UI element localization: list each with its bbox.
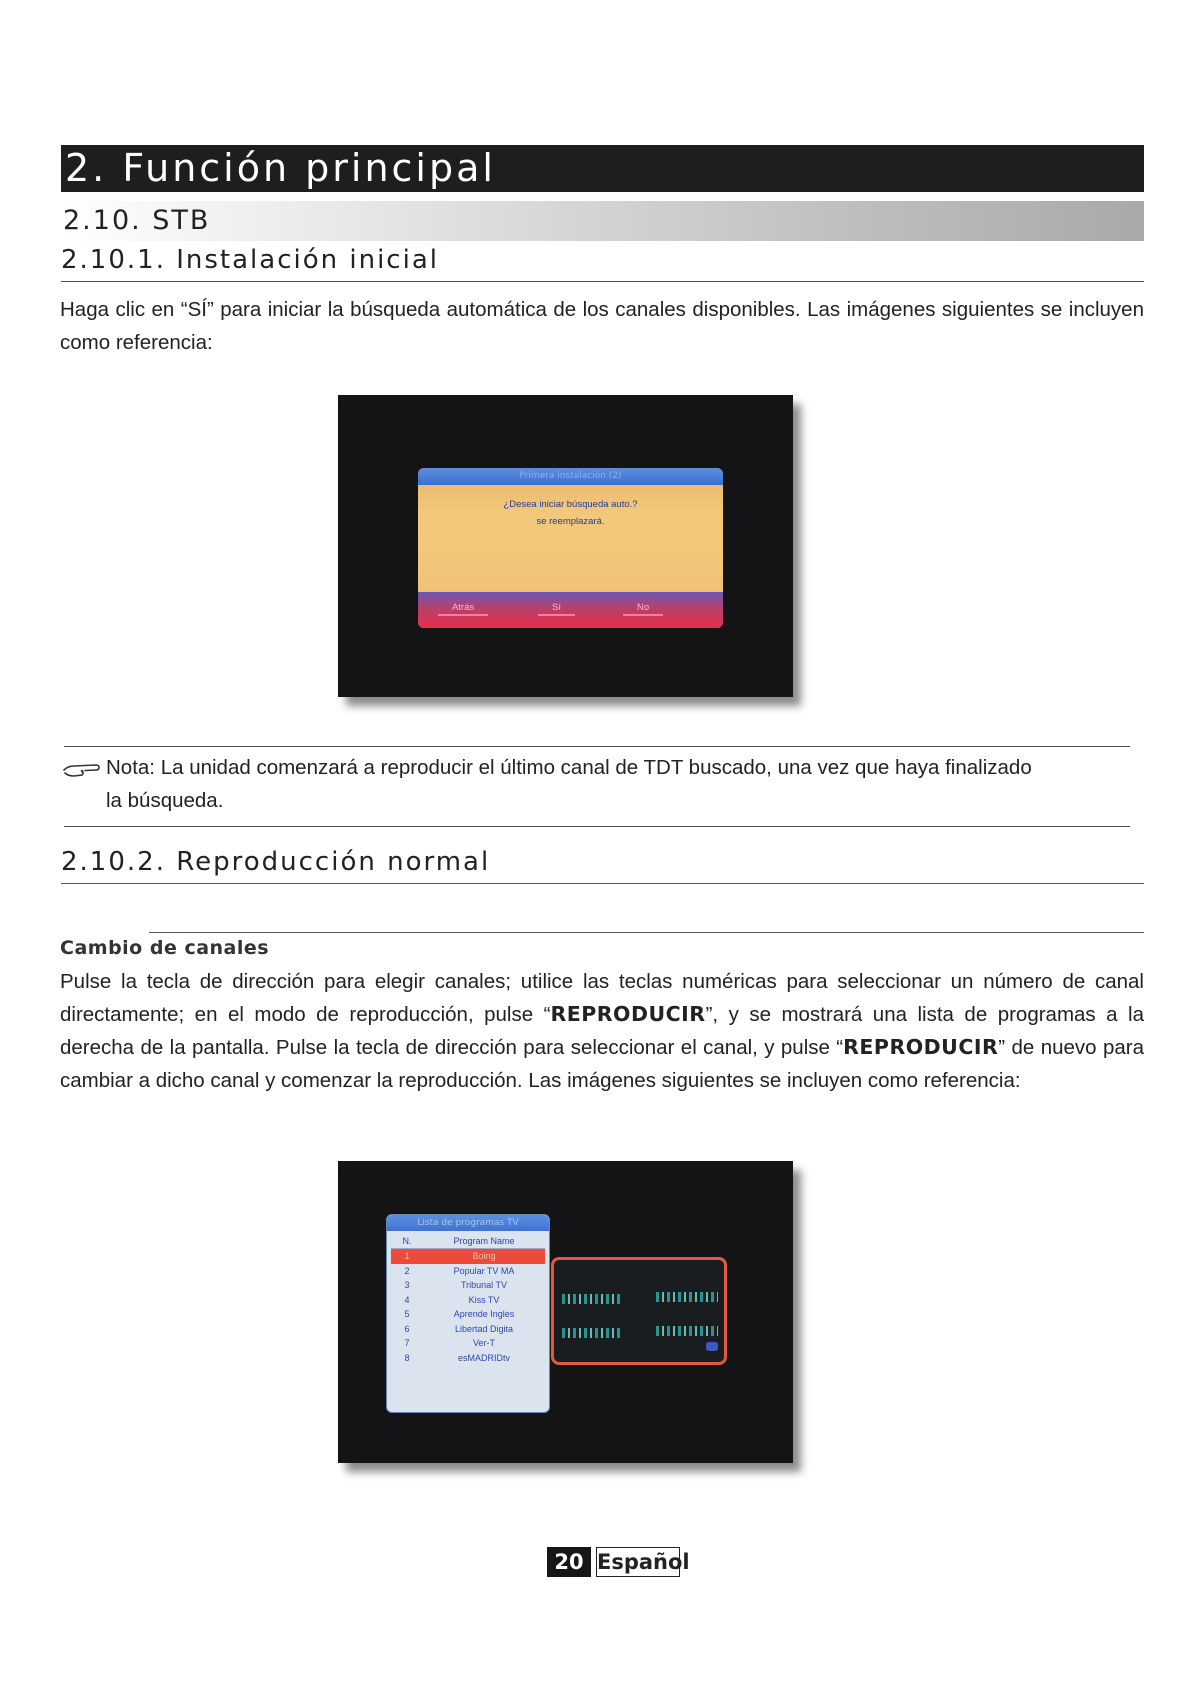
back-button[interactable]: Atrás: [438, 602, 488, 616]
preview-noise: [656, 1326, 718, 1336]
note-bottom-rule: [64, 826, 1130, 827]
subheading-rule: [149, 932, 1144, 933]
program-row[interactable]: [391, 1293, 545, 1308]
note-line-2: la búsqueda.: [106, 789, 224, 812]
page-number: 20: [547, 1547, 591, 1577]
dialog-button-bar: [418, 592, 723, 628]
subsection-title: 2.10. STB: [61, 201, 1144, 241]
program-number: 1: [404, 1251, 410, 1261]
key-reproducir-2: REPRODUCIR: [843, 1035, 999, 1059]
program-name: esMADRIDtv: [457, 1352, 510, 1363]
program-row[interactable]: [391, 1322, 545, 1337]
program-list-title: Lista de programas TV: [387, 1215, 549, 1231]
program-number: 4: [404, 1294, 410, 1305]
note-line-1: Nota: La unidad comenzará a reproducir el último canal de TDT buscado, una vez que haya finalizado: [106, 756, 1032, 779]
preview-noise: [656, 1292, 718, 1302]
screenshot-program-list: [338, 1161, 793, 1463]
install-paragraph: Haga clic en “SÍ” para iniciar la búsqueda automática de los canales disponibles. Las imágenes siguientes se incluyen como referencia:: [60, 298, 1144, 354]
program-number: 3: [404, 1280, 410, 1290]
program-number: 8: [404, 1352, 410, 1363]
dialog-title: Primera instalación (2): [418, 468, 723, 485]
install-dialog: [418, 468, 723, 628]
section-title: 2. Función principal: [61, 145, 1144, 192]
program-name: Ver-T: [472, 1338, 495, 1348]
info-badge-icon: [706, 1342, 718, 1351]
program-name: Popular TV MA: [453, 1265, 515, 1276]
column-program-name: Program Name: [453, 1236, 515, 1246]
note-top-rule: [64, 746, 1130, 747]
yes-button[interactable]: Sí: [538, 602, 575, 616]
key-reproducir-1: REPRODUCIR: [550, 1002, 706, 1026]
program-row[interactable]: [391, 1249, 545, 1264]
normal-play-paragraph: [60, 965, 1144, 1097]
subheading-channel-change: Cambio de canales: [60, 937, 270, 959]
program-number: 2: [404, 1265, 410, 1276]
paragraph-part-a: Pulse la tecla de dirección para elegir canales; utilice las teclas numéricas para seleccionar un número de canal directamente; en el modo de reproducción, pulse “: [60, 970, 1144, 1026]
no-button[interactable]: No: [623, 602, 663, 616]
paragraph-part-c: ” de nuevo para cambiar a dicho canal y comenzar la reproducción. Las imágenes siguientes se incluyen como referencia:: [60, 1036, 1144, 1092]
program-name: Boing: [472, 1251, 496, 1261]
channel-preview: [551, 1257, 727, 1365]
program-row[interactable]: [391, 1278, 545, 1293]
paragraph-part-b: ”, y se mostrará una lista de programas a la derecha de la pantalla. Pulse la tecla de dirección para seleccionar el canal, y pulse “: [60, 1003, 1144, 1059]
program-number: 7: [404, 1338, 410, 1348]
program-number: 6: [404, 1323, 410, 1334]
heading-normal-play: 2.10.2. Reproducción normal: [61, 847, 1144, 884]
heading-initial-install: 2.10.1. Instalación inicial: [61, 245, 1144, 282]
program-row[interactable]: [391, 1336, 545, 1351]
page-language: Español: [596, 1547, 680, 1577]
dialog-line-1: ¿Desea iniciar búsqueda auto.?: [503, 499, 638, 510]
program-name: Kiss TV: [468, 1294, 500, 1305]
preview-noise: [562, 1328, 620, 1338]
program-list-header: [391, 1234, 545, 1249]
preview-noise: [562, 1294, 622, 1304]
program-name: Tribunal TV: [460, 1280, 508, 1290]
program-row[interactable]: [391, 1264, 545, 1279]
program-row[interactable]: [391, 1351, 545, 1366]
pointing-hand-icon: [62, 757, 102, 781]
program-list-rows: [387, 1249, 549, 1365]
program-name: Aprende Ingles: [453, 1309, 515, 1319]
program-list-panel: [386, 1214, 550, 1413]
screenshot-first-install: [338, 395, 793, 697]
program-name: Libertad Digita: [454, 1323, 514, 1334]
program-row[interactable]: [391, 1307, 545, 1322]
column-number: N.: [402, 1236, 412, 1246]
dialog-line-2: se reemplazará.: [536, 516, 605, 527]
program-number: 5: [404, 1309, 410, 1319]
